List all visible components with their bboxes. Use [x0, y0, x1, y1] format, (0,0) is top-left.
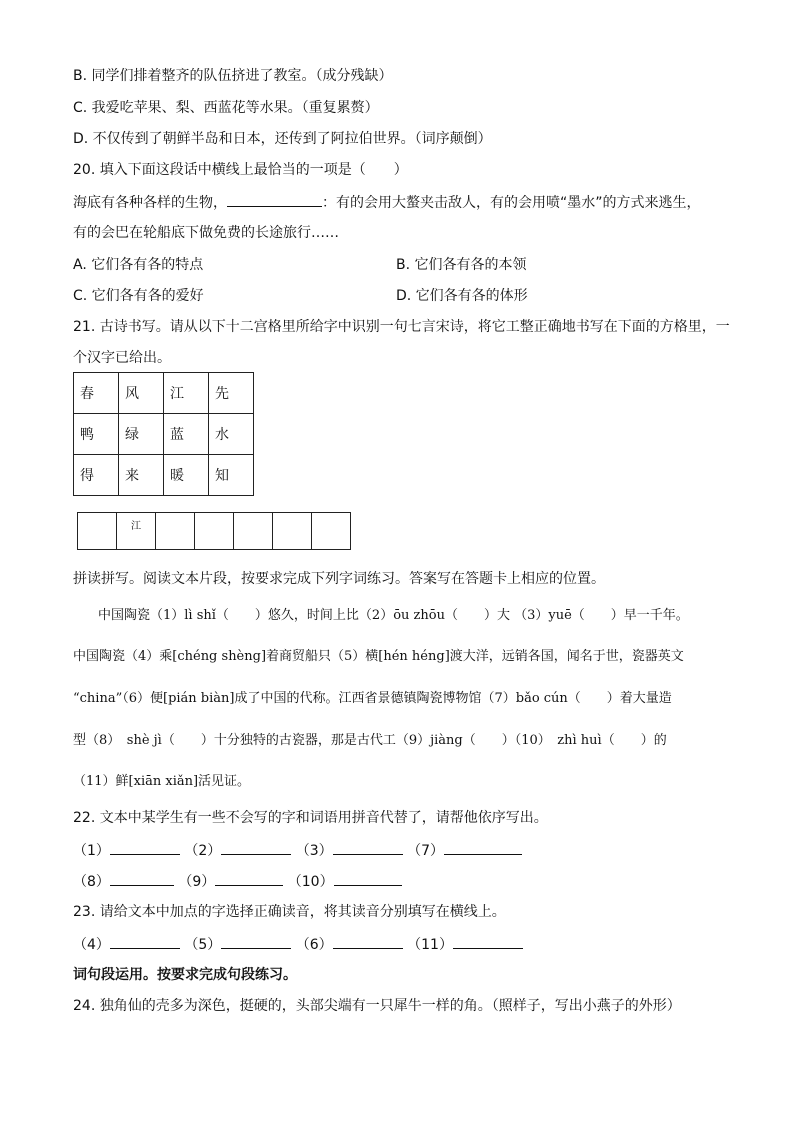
q22-blank-2[interactable] — [221, 840, 291, 855]
passage-line-3: “china”（6）便[pián biàn]成了中国的代称。江西省景德镇陶瓷博物馆（7）bǎo cún（ ）着大量造 — [73, 691, 672, 706]
q20-option-c: C. 它们各有各的爱好 — [73, 288, 204, 304]
q22-blank-8[interactable] — [110, 871, 174, 886]
grid-cell: 先 — [209, 373, 254, 414]
q22-label: （10） — [287, 874, 334, 890]
q22-label: （1） — [73, 843, 110, 859]
grid-cell: 暖 — [164, 455, 209, 496]
answer-box-given[interactable]: 江 — [117, 513, 156, 550]
q20-option-d: D. 它们各有各的体形 — [396, 288, 528, 304]
q23-answer-row — [73, 934, 523, 955]
q22-blank-10[interactable] — [334, 871, 402, 886]
q24-stem: 24. 独角仙的壳多为深色，挺硬的，头部尖端有一只犀牛一样的角。（照样子，写出小燕子的外形） — [73, 998, 681, 1014]
q19-option-d: D. 不仅传到了朝鲜半岛和日本，还传到了阿拉伯世界。（词序颠倒） — [73, 131, 492, 147]
grid-cell: 来 — [119, 455, 164, 496]
passage-line-5: （11）鲜[xiān xiǎn]活见证。 — [73, 774, 251, 789]
passage-line-1: 中国陶瓷（1）lì shǐ（ ）悠久，时间上比（2）ōu zhōu（ ）大 （3）yuē（ ）早一千年。 — [98, 608, 689, 623]
answer-box[interactable] — [273, 513, 312, 550]
q23-blank-4[interactable] — [110, 934, 180, 949]
q22-blank-7[interactable] — [444, 840, 522, 855]
answer-box[interactable] — [156, 513, 195, 550]
q22-blank-9[interactable] — [215, 871, 283, 886]
grid-cell: 风 — [119, 373, 164, 414]
grid-cell: 知 — [209, 455, 254, 496]
q20-passage-part-a: 海底有各种各样的生物， — [73, 195, 227, 211]
q23-label: （5） — [184, 937, 222, 953]
q22-label: （7） — [407, 843, 445, 859]
grid-cell: 鸭 — [74, 414, 119, 455]
q23-blank-6[interactable] — [333, 934, 403, 949]
grid-cell: 江 — [164, 373, 209, 414]
grid-cell: 春 — [74, 373, 119, 414]
passage-line-4: 型（8） shè jì（ ）十分独特的古瓷器，那是古代工（9）jiàng（ ）（10） zhì huì（ ）的 — [73, 733, 667, 748]
q22-stem: 22. 文本中某学生有一些不会写的字和词语用拼音代替了，请帮他依序写出。 — [73, 810, 548, 826]
q20-option-a: A. 它们各有各的特点 — [73, 257, 204, 273]
grid-cell: 绿 — [119, 414, 164, 455]
q19-option-b: B. 同学们排着整齐的队伍挤进了教室。（成分残缺） — [73, 68, 393, 84]
q20-blank[interactable] — [227, 192, 322, 207]
q23-blank-5[interactable] — [221, 934, 291, 949]
q22-answer-row-2 — [73, 871, 402, 892]
pinyin-section-heading: 拼读拼写。阅读文本片段，按要求完成下列字词练习。答案写在答题卡上相应的位置。 — [73, 571, 605, 587]
q23-blank-11[interactable] — [453, 934, 523, 949]
q21-character-grid — [73, 372, 254, 496]
q21-answer-boxes — [77, 512, 351, 550]
q20-passage-line-2: 有的会巴在轮船底下做免费的长途旅行…… — [73, 225, 339, 241]
q23-label: （11） — [407, 937, 453, 953]
q23-label: （4） — [73, 937, 110, 953]
q21-stem-line-2: 个汉字已给出。 — [73, 350, 171, 366]
section-heading: 词句段运用。按要求完成句段练习。 — [73, 967, 297, 983]
q22-label: （8） — [73, 874, 110, 890]
answer-box[interactable] — [234, 513, 273, 550]
q22-label: （2） — [184, 843, 222, 859]
q22-answer-row-1 — [73, 840, 522, 861]
q22-blank-1[interactable] — [110, 840, 180, 855]
q22-label: （3） — [295, 843, 333, 859]
q22-label: （9） — [178, 874, 216, 890]
grid-cell: 得 — [74, 455, 119, 496]
answer-box[interactable] — [312, 513, 351, 550]
q19-option-c: C. 我爱吃苹果、梨、西蓝花等水果。（重复累赘） — [73, 100, 379, 116]
q23-stem: 23. 请给文本中加点的字选择正确读音，将其读音分别填写在横线上。 — [73, 904, 506, 920]
grid-cell: 蓝 — [164, 414, 209, 455]
answer-box[interactable] — [195, 513, 234, 550]
q20-passage-line-1 — [73, 192, 701, 213]
q22-blank-3[interactable] — [333, 840, 403, 855]
answer-box[interactable] — [78, 513, 117, 550]
passage-line-2: 中国陶瓷（4）乘[chéng shèng]着商贸船只（5）横[hén héng]渡大洋，远销各国，闻名于世，瓷器英文 — [73, 649, 684, 664]
q20-stem: 20. 填入下面这段话中横线上最恰当的一项是（ ） — [73, 162, 408, 178]
grid-cell: 水 — [209, 414, 254, 455]
q20-passage-part-b: ：有的会用大螯夹击敌人，有的会用喷“墨水”的方式来逃生， — [322, 195, 701, 211]
q21-stem-line-1: 21. 古诗书写。请从以下十二宫格里所给字中识别一句七言宋诗，将它工整正确地书写在下面的方格里，一 — [73, 319, 730, 335]
q23-label: （6） — [295, 937, 333, 953]
q20-option-b: B. 它们各有各的本领 — [396, 257, 527, 273]
